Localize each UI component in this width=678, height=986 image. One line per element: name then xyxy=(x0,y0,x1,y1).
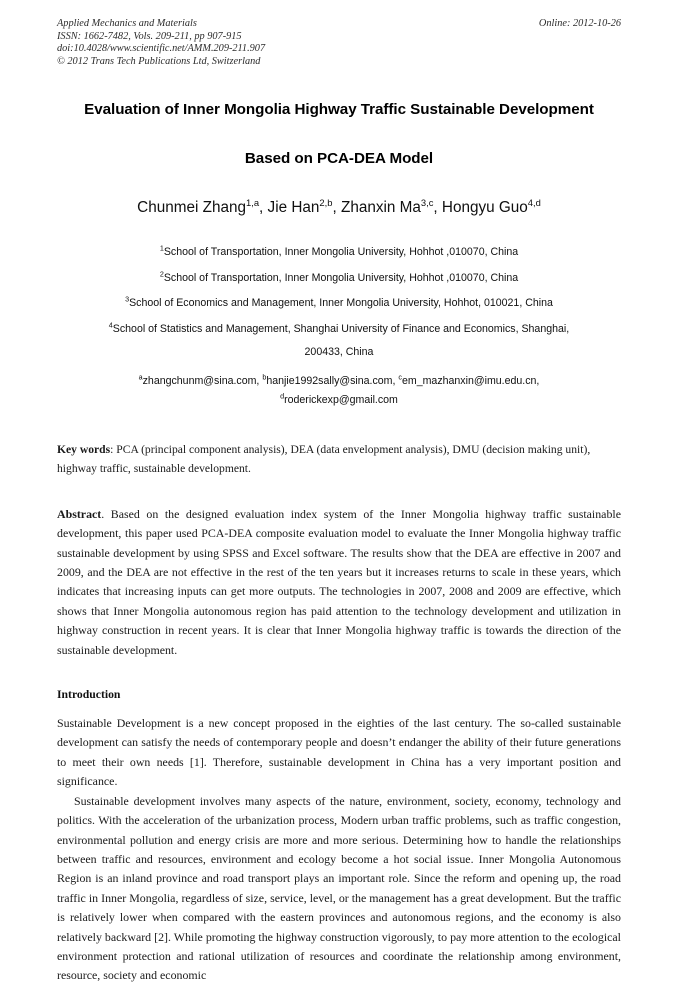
author-separator: , xyxy=(332,199,341,216)
journal-issn: ISSN: 1662-7482, Vols. 209-211, pp 907-915 xyxy=(57,30,242,42)
online-date: Online: 2012-10-26 xyxy=(538,18,621,29)
masthead-left-block xyxy=(57,18,621,68)
email-marker: a xyxy=(138,372,143,382)
affiliation-marker: 2 xyxy=(159,268,164,278)
affiliation-line xyxy=(57,342,621,362)
email-address[interactable]: em_mazhanxin@imu.edu.cn, xyxy=(402,375,540,387)
keywords-body: : PCA (principal component analysis), DEA (data envelopment analysis), DMU (decision making unit), highway traffic, sustainable development. xyxy=(57,443,591,476)
introduction-paragraph-2: Sustainable development involves many aspects of the nature, environment, society, economy, technology and politics. With the acceleration of the urbanization process, Modern urban traffic problems, such as traffic congestion, environmental pollution and energy crisis are more and more serious. Determining how to handle the relationships between traffic and resources, environment and ecology become a hot social issue. Inner Mongolia Autonomous Region is an inland province and road transport plays an important role. Since the reform and opening up, the road traffic in Inner Mongolia, regardless of size, service, level, or the management has a great development. But the traffic is relatively lower when compared with the eastern provinces and autonomous regions, and the economy is also relatively backward [2]. While promoting the highway construction vigorously, to pay more attention to the ecological environment protection and rational utilization of resources and coordinate the relationship among environment, resource, society and economic xyxy=(57,793,621,983)
affiliation-line xyxy=(57,317,621,343)
affiliation-text: School of Economics and Management, Inner Mongolia University, Hohhot, 010021, China xyxy=(129,297,553,309)
journal-name: Applied Mechanics and Materials xyxy=(57,18,197,29)
introduction-heading: Introduction xyxy=(57,688,121,702)
affiliation-line xyxy=(57,291,621,317)
keywords-block xyxy=(57,440,621,479)
journal-copyright: © 2012 Trans Tech Publications Ltd, Switzerland xyxy=(57,55,261,67)
affiliation-text: School of Transportation, Inner Mongolia University, Hohhot ,010070, China xyxy=(163,271,519,284)
affiliation-text: School of Statistics and Management, Shanghai University of Finance and Economics, Shanghai, xyxy=(112,322,570,335)
author-affiliation-marker: 1,a xyxy=(246,196,260,208)
title-line-2: Based on PCA-DEA Model xyxy=(244,150,434,167)
author-name: Zhanxin Ma xyxy=(340,199,421,216)
author-name: Chunmei Zhang xyxy=(137,199,246,216)
title-line-1: Evaluation of Inner Mongolia Highway Traffic Sustainable Development xyxy=(84,101,594,118)
page-title xyxy=(57,99,621,169)
affiliation-list xyxy=(57,240,621,362)
author-affiliation-marker: 2,b xyxy=(319,196,333,208)
abstract-block xyxy=(57,505,621,660)
email-address[interactable]: roderickexp@gmail.com xyxy=(284,394,398,406)
email-marker: b xyxy=(262,372,267,382)
affiliation-marker: 1 xyxy=(159,243,164,253)
author-name: Jie Han xyxy=(267,199,320,216)
email-line xyxy=(57,391,621,410)
email-marker: d xyxy=(280,391,285,401)
journal-masthead xyxy=(57,18,621,74)
journal-doi: doi:10.4028/www.scientific.net/AMM.209-211.907 xyxy=(57,43,266,55)
abstract-label: Abstract xyxy=(57,506,102,521)
affiliation-marker: 4 xyxy=(108,319,113,329)
affiliation-text: 200433, China xyxy=(304,346,374,358)
author-affiliation-marker: 3,c xyxy=(420,196,434,208)
email-marker: c xyxy=(398,372,402,382)
author-name: Hongyu Guo xyxy=(441,199,528,216)
author-separator: , xyxy=(259,199,268,216)
affiliation-line xyxy=(57,240,621,266)
affiliation-line xyxy=(57,266,621,292)
email-address[interactable]: hanjie1992sally@sina.com, xyxy=(266,375,399,387)
keywords-label: Key words xyxy=(57,443,111,456)
affiliation-text: School of Transportation, Inner Mongolia University, Hohhot ,010070, China xyxy=(163,246,519,258)
affiliation-marker: 3 xyxy=(125,294,130,304)
abstract-body: . Based on the designed evaluation index system of the Inner Mongolia highway traffic sustainable development, this paper used PCA-DEA composite evaluation model to evaluate the Inner Mongolia highway traffic sustainable development by using SPSS and Excel software. The results show that the DEA are effective in 2007 and 2009, and the DEA are not effective in the rest of the ten years but it increases returns to scale in these years, which indicates that increasing inputs can get more outputs. The technologies in 2007, 2008 and 2009 are effective, which shows that Inner Mongolia autonomous region has paid attention to the technology development and utilization in highway construction in recent years. It is clear that Inner Mongolia highway traffic is towards the direction of the sustainable development. xyxy=(57,506,621,657)
email-line xyxy=(57,372,621,391)
author-affiliation-marker: 4,d xyxy=(527,196,541,208)
email-address[interactable]: zhangchunm@sina.com, xyxy=(142,375,263,387)
introduction-paragraph-1: Sustainable Development is a new concept proposed in the eighties of the last century. The so-called sustainable development can satisfy the needs of contemporary people and doesn’t endanger the ability of their future generations to meet their own needs [1]. Therefore, sustainable development in China has a very important position and significance. xyxy=(57,716,621,789)
author-list xyxy=(57,198,621,218)
author-separator: , xyxy=(433,199,442,216)
author-emails xyxy=(57,372,621,410)
